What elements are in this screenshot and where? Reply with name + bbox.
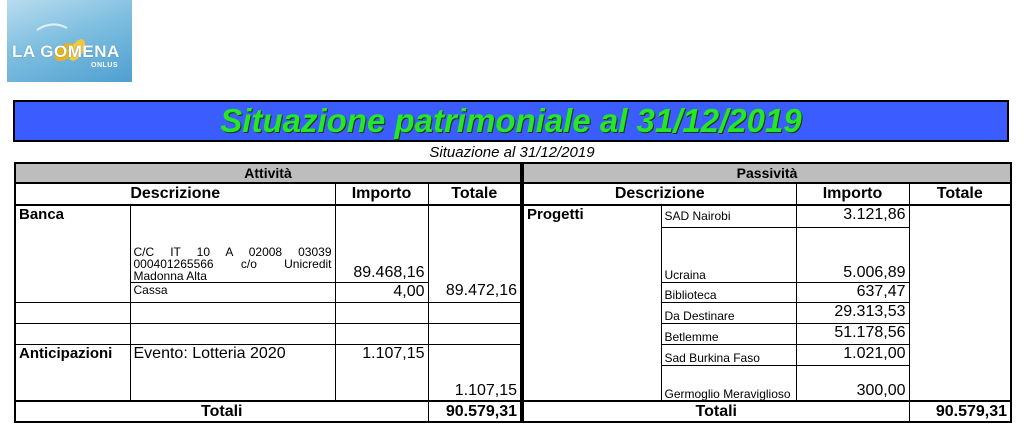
attivita-totali-label: Totali xyxy=(15,401,428,422)
anticipazioni-desc: Evento: Lotteria 2020 xyxy=(130,344,335,401)
progetti-item-desc: Biblioteca xyxy=(661,282,796,302)
progetti-item-desc: Da Destinare xyxy=(661,302,796,323)
attivita-col-totale: Totale xyxy=(428,183,521,205)
cassa-importo: 4,00 xyxy=(335,282,428,302)
attivita-col-importo: Importo xyxy=(335,183,428,205)
progetti-item-importo: 3.121,86 xyxy=(796,205,909,227)
banca-totale-empty xyxy=(428,205,521,282)
attivita-col-descrizione: Descrizione xyxy=(15,183,335,205)
progetti-item-desc: Sad Burkina Faso xyxy=(661,344,796,365)
logo xyxy=(7,0,132,82)
passivita-col-descrizione: Descrizione xyxy=(523,183,796,205)
attivita-table xyxy=(14,162,522,423)
passivita-totali-value: 90.579,31 xyxy=(909,401,1011,422)
logo-subtitle: ONLUS xyxy=(91,62,118,69)
progetti-item-importo: 1.021,00 xyxy=(796,344,909,365)
passivita-table xyxy=(522,162,1012,423)
passivita-col-totale: Totale xyxy=(909,183,1011,205)
page-title: Situazione patrimoniale al 31/12/2019 xyxy=(220,102,802,139)
progetti-item-importo: 5.006,89 xyxy=(796,227,909,282)
progetti-item-importo: 637,47 xyxy=(796,282,909,302)
attivita-header: Attività xyxy=(15,163,521,183)
banca-label: Banca xyxy=(15,205,130,302)
progetti-item-desc: Betlemme xyxy=(661,323,796,344)
progetti-item-importo: 29.313,53 xyxy=(796,302,909,323)
progetti-item-desc: Ucraina xyxy=(661,227,796,282)
anticipazioni-label: Anticipazioni xyxy=(15,344,130,401)
banca-item-desc: C/C IT 10 A 02008 03039 000401265566 c/o Unicredit Madonna Alta xyxy=(130,205,335,282)
logo-name: LA GOMENA xyxy=(12,42,120,61)
logo-leaf-icon xyxy=(7,0,132,82)
page-subtitle: Situazione al 31/12/2019 xyxy=(429,144,595,161)
anticipazioni-totale: 1.107,15 xyxy=(428,344,521,401)
passivita-header: Passività xyxy=(523,163,1011,183)
progetti-item-desc: Germoglio Meraviglioso xyxy=(661,365,796,401)
cassa-desc: Cassa xyxy=(130,282,335,302)
progetti-item-desc: SAD Nairobi xyxy=(661,205,796,227)
banca-totale: 89.472,16 xyxy=(428,282,521,302)
progetti-label: Progetti xyxy=(523,205,661,401)
page-title-bar xyxy=(13,100,1009,142)
progetti-item-importo: 300,00 xyxy=(796,365,909,401)
progetti-item-importo: 51.178,56 xyxy=(796,323,909,344)
passivita-col-importo: Importo xyxy=(796,183,909,205)
attivita-totali-value: 90.579,31 xyxy=(428,401,521,422)
passivita-totali-label: Totali xyxy=(523,401,909,422)
banca-item-importo: 89.468,16 xyxy=(335,205,428,282)
anticipazioni-importo: 1.107,15 xyxy=(335,344,428,401)
progetti-totale-empty xyxy=(909,205,1011,401)
